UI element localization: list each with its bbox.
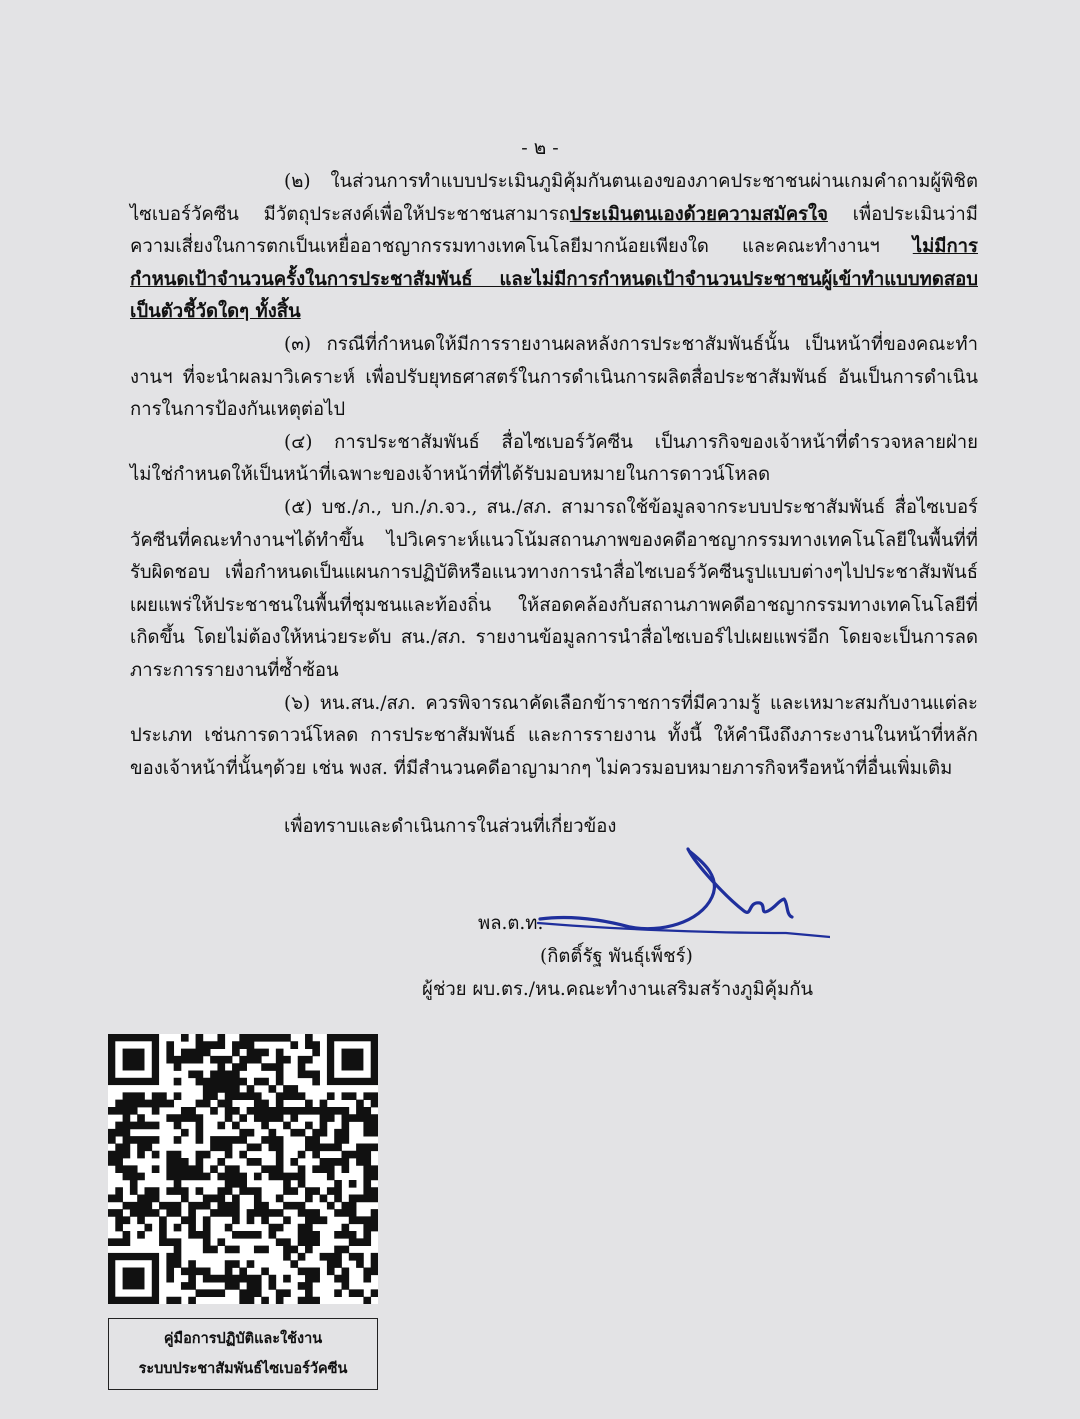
paragraph-2-text-1: (๒) ในส่วนการทำแบบประเมินภูมิคุ้มกันตนเองของภาคประชาชนผ่านเกมคำถามผู้พิชิตไซเบอร์วัคซีน มีวัตถุประสงค์เพื่อให้ประชาชนสามารถ (130, 171, 978, 225)
qr-finder-pattern (108, 1034, 159, 1085)
handwritten-signature (530, 845, 830, 945)
document-body (130, 166, 978, 785)
paragraph-3: (๓) กรณีที่กำหนดให้มีการรายงานผลหลังการประชาสัมพันธ์นั้น เป็นหน้าที่ของคณะทำงานฯ ที่จะนำผลมาวิเคราะห์ เพื่อปรับยุทธศาสตร์ในการดำเนินการผลิตสื่อประชาสัมพันธ์ อันเป็นการดำเนินการในการป้องกันเหตุต่อไป (130, 333, 978, 421)
signature-name: (กิตติ์รัฐ พันธุ์เพ็ชร์) (540, 946, 693, 967)
paragraph-2-text-2: เพื่อประเมินว่ามีความเสี่ยงในการตกเป็นเหยื่ออาชญากรรมทางเทคโนโลยีมากน้อยเพียงใด และคณะทำงานฯ (130, 203, 978, 258)
qr-caption-box (108, 1318, 378, 1390)
qr-code[interactable] (108, 1034, 378, 1304)
paragraph-2-emphasis-2: ไม่มีการกำหนดเป้าจำนวนครั้งในการประชาสัมพันธ์ และไม่มีการกำหนดเป้าจำนวนประชาชนผู้เข้าทำแบบทดสอบเป็นตัวชี้วัดใดๆ ทั้งสิ้น (130, 236, 978, 323)
qr-caption-line-2: ระบบประชาสัมพันธ์ไซเบอร์วัคซีน (138, 1361, 348, 1377)
paragraph-2 (130, 166, 978, 329)
qr-caption-line-1: คู่มือการปฏิบัติและใช้งาน (163, 1331, 323, 1347)
page-number: - ๒ - (521, 137, 559, 159)
closing-line: เพื่อทราบและดำเนินการในส่วนที่เกี่ยวข้อง (284, 816, 617, 837)
qr-finder-pattern (108, 1253, 159, 1304)
paragraph-4: (๔) การประชาสัมพันธ์ สื่อไซเบอร์วัคซีน เป็นภารกิจของเจ้าหน้าที่ตำรวจหลายฝ่าย ไม่ใช่กำหนดให้เป็นหน้าที่เฉพาะของเจ้าหน้าที่ที่ได้รับมอบหมายในการดาวน์โหลด (130, 431, 978, 486)
qr-code-image (108, 1034, 378, 1304)
paragraph-2-emphasis-1: ประเมินตนเองด้วยความสมัครใจ (569, 203, 828, 225)
signature-rank: พล.ต.ท. (478, 913, 544, 934)
paragraph-6: (๖) หน.สน./สภ. ควรพิจารณาคัดเลือกข้าราชการที่มีความรู้ และเหมาะสมกับงานแต่ละประเภท เช่นการดาวน์โหลด การประชาสัมพันธ์ และการรายงาน ทั้งนี้ ให้คำนึงถึงภาระงานในหน้าที่หลักของเจ้าหน้าที่นั้นๆด้วย เช่น พงส. ที่มีสำนวนคดีอาญามากๆ ไม่ควรมอบหมายภารกิจหรือหน้าที่อื่นเพิ่มเติม (130, 692, 978, 779)
signature-position: ผู้ช่วย ผบ.ตร./หน.คณะทำงานเสริมสร้างภูมิคุ้มกัน (422, 979, 814, 1000)
qr-finder-pattern (327, 1034, 378, 1085)
signature-block (470, 845, 830, 945)
paragraph-5: (๕) บช./ภ., บก./ภ.จว., สน./สภ. สามารถใช้ข้อมูลจากระบบประชาสัมพันธ์ สื่อไซเบอร์วัคซีนที่คณะทำงานฯได้ทำขึ้น ไปวิเคราะห์แนวโน้มสถานภาพของคดีอาชญากรรมทางเทคโนโลยีในพื้นที่ที่รับผิดชอบ เพื่อกำหนดเป็นแผนการปฏิบัติหรือแนวทางการนำสื่อไซเบอร์วัคซีนรูปแบบต่างๆไปประชาสัมพันธ์ เผยแพร่ให้ประชาชนในพื้นที่ชุมชนและท้องถิ่น ให้สอดคล้องกับสถานภาพคดีอาชญากรรมทางเทคโนโลยีที่เกิดขึ้น โดยไม่ต้องให้หน่วยระดับ สน./สภ. รายงานข้อมูลการนำสื่อไซเบอร์ไปเผยแพร่อีก โดยจะเป็นการลดภาระการรายงานที่ซ้ำซ้อน (130, 496, 978, 681)
